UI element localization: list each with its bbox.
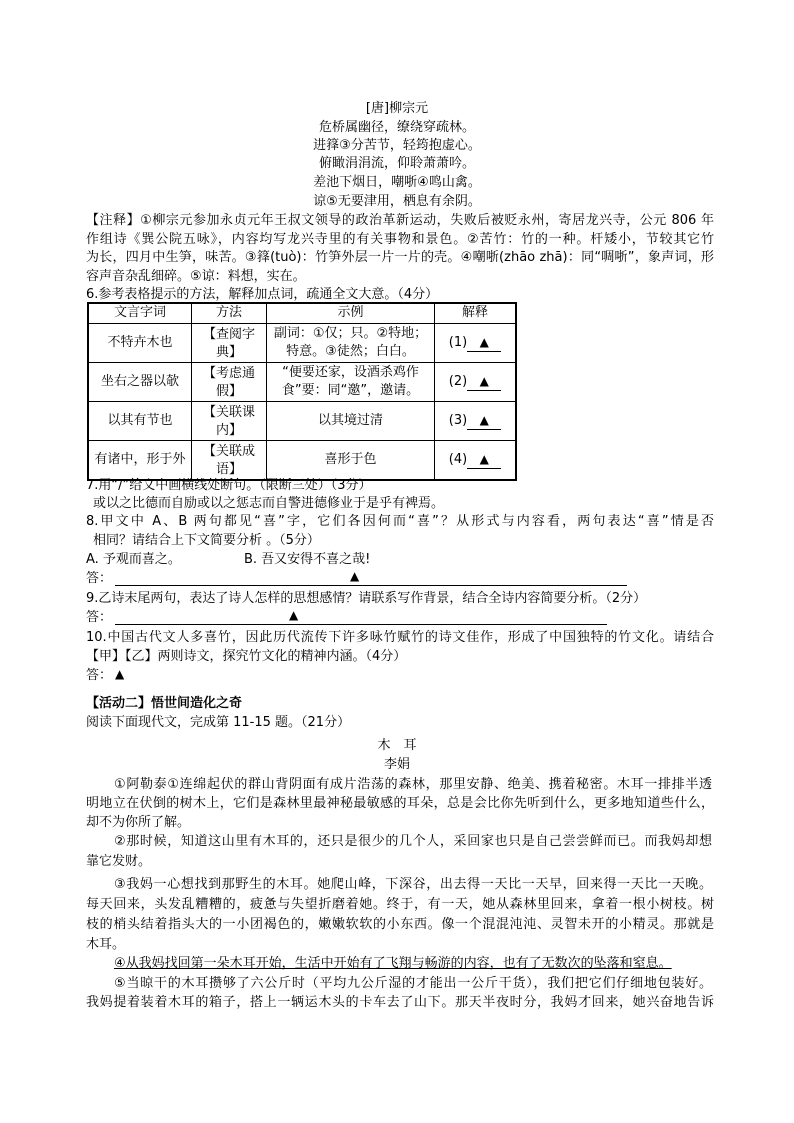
q9-prompt: 9.乙诗末尾两句，表达了诗人怎样的思想感情？请联系写作背景，结合全诗内容简要分析。（2分） xyxy=(86,591,647,606)
table-row xyxy=(88,323,516,362)
table-cell-example: 副词：①仅；只。②特地；特意。③徒然；白白。 xyxy=(267,323,435,362)
article-line: ③我妈一心想找到那野生的木耳。她爬山峰，下深谷，出去得一天比一天早，回来得一天比一天晚。 xyxy=(114,877,712,892)
article-line: 枝的梢头结着指头大的一小团褐色的，嫩嫩软软的小东西。像一个混混沌沌、灵智未开的小精灵。那就是 xyxy=(86,917,714,932)
q8-option-a: A. 予观而喜之。 xyxy=(86,552,181,567)
q7-text: 或以之比德而自励或以之惩志而自警进德修业于是乎有裨焉。 xyxy=(93,496,445,511)
table-cell-method: 【关联课内】 xyxy=(192,401,267,440)
article-line: ⑤当晾干的木耳攒够了六公斤时（平均九公斤湿的才能出一公斤干货），我们把它们仔细地包装好。 xyxy=(114,976,712,991)
section-title: 【活动二】悟世间造化之奇 xyxy=(86,696,243,711)
table-cell-example: 喜形于色 xyxy=(267,440,435,480)
table-row xyxy=(88,401,516,440)
answer-marker: ▲ xyxy=(115,667,125,681)
answer-number: (1) xyxy=(448,335,468,350)
answer-marker: ▲ xyxy=(289,608,299,622)
answer-marker: ▲ xyxy=(350,569,360,583)
q10-answer-label: 答： xyxy=(86,668,113,683)
answer-blank[interactable]: ▲ xyxy=(467,411,501,430)
q9-answer-line[interactable] xyxy=(115,624,607,625)
table-cell-answer[interactable] xyxy=(435,401,517,440)
poem-line: 谅⑤无要津用，栖息有余阴。 xyxy=(313,194,481,209)
q8-answer-line[interactable] xyxy=(115,585,627,586)
poem-line: 差池下烟日，嘲哳④鸣山禽。 xyxy=(313,175,481,190)
notes-line: 【注释】①柳宗元参加永贞元年王叔文领导的政治革新运动，失败后被贬永州，寄居龙兴寺，公元 806 年 xyxy=(86,213,714,228)
answer-blank[interactable]: ▲ xyxy=(467,333,501,352)
table-cell-word: 以其有节也 xyxy=(88,401,192,440)
poem-line: 危桥属幽径，缭绕穿疏林。 xyxy=(318,120,475,135)
poem-line: 俯瞰涓涓流，仰聆萧萧吟。 xyxy=(318,156,475,171)
table-header: 解释 xyxy=(435,303,517,323)
table-cell-method: 【关联成语】 xyxy=(192,440,267,480)
article-line: ②那时候，知道这山里有木耳的，还只是很少的几个人，采回家也只是自己尝尝鲜而已。而我妈却想 xyxy=(114,834,712,849)
notes-line: 容声音杂乱细碎。⑤谅：料想，实在。 xyxy=(86,269,306,284)
article-line: 靠它发财。 xyxy=(86,854,152,869)
table-cell-method: 【考虑通假】 xyxy=(192,362,267,401)
q6-table xyxy=(87,302,517,481)
q8-prompt-cont: 相同？请结合上下文简要分析 。（5分） xyxy=(93,533,320,548)
table-cell-example: 以其境过清 xyxy=(267,401,435,440)
q9-answer-label: 答： xyxy=(86,610,113,625)
notes-line: 为长，四月中生笋，味苦。③箨(tuò)：竹笋外层一片一片的壳。④嘲哳(zhāo zhā)：同“啁哳”，象声词，形 xyxy=(86,250,714,265)
table-header: 方法 xyxy=(192,303,267,323)
q8-option-b: B. 吾又安得不喜之哉! xyxy=(244,552,371,567)
article-line: 木耳。 xyxy=(86,937,126,952)
article-line: 明地立在伏倒的树木上，它们是森林里最神秘最敏感的耳朵，总是会比你先听到什么，更多地知道些什么， xyxy=(86,796,714,811)
q8-prompt: 8.甲文中 A、B 两句都见“喜”字，它们各因何而“喜”？从形式与内容看，两句表达“喜”情是否 xyxy=(86,514,714,529)
article-line: 每天回来，头发乱糟糟的，疲惫与失望折磨着她。终于，有一天，她从森林里回来，拿着一根小树枝。树 xyxy=(86,897,714,912)
answer-number: (3) xyxy=(448,413,468,428)
answer-number: (4) xyxy=(448,452,468,467)
table-cell-example: “便要还家，设酒杀鸡作食”要：同“邀”，邀请。 xyxy=(267,362,435,401)
article-line: 我妈提着装着木耳的箱子，搭上一辆运木头的卡车去了山下。那天半夜时分，我妈才回来，她兴奋地告诉 xyxy=(86,995,714,1010)
section-instruction: 阅读下面现代文，完成第 11-15 题。（21分） xyxy=(86,715,351,730)
table-row xyxy=(88,362,516,401)
answer-number: (2) xyxy=(448,374,468,389)
table-header: 文言字词 xyxy=(88,303,192,323)
table-cell-answer[interactable] xyxy=(435,440,517,480)
table-cell-word: 坐右之器以欹 xyxy=(88,362,192,401)
poem-author: [唐]柳宗元 xyxy=(365,101,429,116)
article-title: 木 耳 xyxy=(377,738,417,753)
q8-answer-label: 答： xyxy=(86,571,113,586)
article-line: ①阿勒泰①连绵起伏的群山背阴面有成片浩荡的森林，那里安静、绝美、携着秘密。木耳一排排半透 xyxy=(114,777,712,792)
answer-blank[interactable]: ▲ xyxy=(467,450,501,469)
poem-line: 进箨③分苦节，轻筠抱虚心。 xyxy=(313,138,481,153)
table-cell-method: 【查阅字典】 xyxy=(192,323,267,362)
answer-blank[interactable]: ▲ xyxy=(467,372,501,391)
table-row xyxy=(88,440,516,480)
article-line-underlined: ④从我妈找回第一朵木耳开始，生活中开始有了飞翔与畅游的内容，也有了无数次的坠落和窒息。 xyxy=(114,956,672,971)
notes-line: 作组诗《巽公院五咏》，内容均写龙兴寺里的有关事物和景色。②苦竹：竹的一种。杆矮小，节较其它竹 xyxy=(86,232,714,247)
table-cell-word: 有诸中，形于外 xyxy=(88,440,192,480)
q10-prompt-cont: 【甲】【乙】两则诗文，探究竹文化的精神内涵。（4分） xyxy=(86,649,407,664)
table-cell-answer[interactable] xyxy=(435,362,517,401)
q6-prompt: 6.参考表格提示的方法，解释加点词，疏通全文大意。（4分） xyxy=(86,287,439,302)
table-header: 示例 xyxy=(267,303,435,323)
table-cell-answer[interactable] xyxy=(435,323,517,362)
article-author: 李娟 xyxy=(383,757,410,772)
q7-prompt: 7.用“/”给文中画横线处断句。（限断三处）（3分） xyxy=(86,478,372,493)
article-line: 却不为你所了解。 xyxy=(86,815,191,830)
q10-prompt: 10.中国古代文人多喜竹，因此历代流传下许多咏竹赋竹的诗文佳作，形成了中国独特的竹文化。请结合 xyxy=(86,630,714,645)
table-cell-word: 不特卉木也 xyxy=(88,323,192,362)
